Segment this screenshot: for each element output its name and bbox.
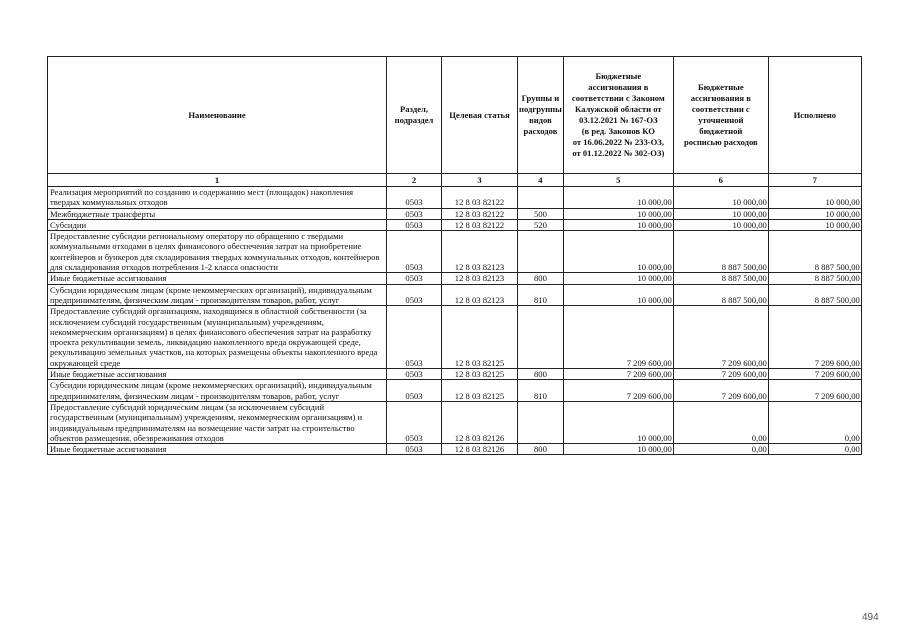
- row-section: 0503: [387, 273, 442, 284]
- row-approved-amount: 10 000,00: [563, 273, 673, 284]
- table-row: [48, 219, 862, 230]
- header-line: Бюджетные: [595, 71, 642, 81]
- row-refined-amount: 0,00: [673, 401, 768, 443]
- row-section: 0503: [387, 231, 442, 273]
- table-row: [48, 284, 862, 306]
- row-executed-amount: 8 887 500,00: [768, 273, 861, 284]
- row-refined-amount: 10 000,00: [673, 187, 768, 209]
- budget-execution-table: [47, 56, 862, 455]
- table-row: [48, 380, 862, 402]
- row-refined-amount: 10 000,00: [673, 219, 768, 230]
- column-number: 4: [518, 174, 564, 187]
- table-row: [48, 444, 862, 455]
- column-number: 7: [768, 174, 861, 187]
- row-refined-amount: 0,00: [673, 444, 768, 455]
- row-expense-group: 520: [518, 219, 564, 230]
- row-executed-amount: 8 887 500,00: [768, 231, 861, 273]
- column-number: 2: [387, 174, 442, 187]
- row-refined-amount: 7 209 600,00: [673, 306, 768, 369]
- row-expense-group: [518, 306, 564, 369]
- header-line: (в ред. Законов КО: [581, 126, 655, 136]
- header-line: 03.12.2021 № 167-ОЗ: [579, 115, 658, 125]
- row-section: 0503: [387, 284, 442, 306]
- row-name: Реализация мероприятий по созданию и содержанию мест (площадок) накопления твердых коммунальных отходов: [48, 187, 387, 209]
- row-expense-group: [518, 231, 564, 273]
- row-approved-amount: 10 000,00: [563, 187, 673, 209]
- row-name: Предоставление субсидии региональному оператору по обращению с твердыми коммунальными отходами в целях финансового обеспечения затрат на приобретение контейнеров и бункеров для складирования твердых коммунальных отходов, контейнеров для складирования отходов потребления 1-2 класса опасности: [48, 231, 387, 273]
- row-executed-amount: 7 209 600,00: [768, 306, 861, 369]
- header-name: Наименование: [48, 57, 387, 174]
- row-target-article: 12 8 03 82122: [442, 208, 518, 219]
- row-executed-amount: 7 209 600,00: [768, 369, 861, 380]
- column-number: 1: [48, 174, 387, 187]
- header-line: от 16.06.2022 № 233-ОЗ,: [572, 137, 664, 147]
- header-line: бюджетной: [699, 126, 743, 136]
- row-expense-group: 810: [518, 380, 564, 402]
- row-name: Предоставление субсидий юридическим лицам (за исключением субсидий государственным (муниципальным) учреждениям, некоммерческим организациям) и индивидуальным предпринимателям на возмещение части затрат на строительство объектов размещения, обезвреживания отходов: [48, 401, 387, 443]
- header-line: Бюджетные: [697, 82, 744, 92]
- table-row: [48, 401, 862, 443]
- row-executed-amount: 7 209 600,00: [768, 380, 861, 402]
- header-executed: Исполнено: [768, 57, 861, 174]
- column-number: 6: [673, 174, 768, 187]
- row-approved-amount: 10 000,00: [563, 444, 673, 455]
- row-target-article: 12 8 03 82126: [442, 444, 518, 455]
- table-row: [48, 273, 862, 284]
- row-target-article: 12 8 03 82126: [442, 401, 518, 443]
- row-name: Иные бюджетные ассигнования: [48, 369, 387, 380]
- table-row: [48, 231, 862, 273]
- header-line: соответствии с: [691, 104, 750, 114]
- header-line: ассигнования в: [690, 93, 751, 103]
- row-refined-amount: 8 887 500,00: [673, 273, 768, 284]
- row-approved-amount: 7 209 600,00: [563, 380, 673, 402]
- row-name: Иные бюджетные ассигнования: [48, 444, 387, 455]
- row-name: Предоставление субсидий организациям, находящимся в областной собственности (за исключением субсидий государственным (муниципальным) учреждениям, некоммерческим организациям) в целях финансового обеспечения затрат на разработку проекта рекультивации земель, ликвидацию накопленного вреда окружающей среде, рекультивацию земельных участков, на которых размещены объекты накопленного вреда окружающей среде: [48, 306, 387, 369]
- column-number: 5: [563, 174, 673, 187]
- row-section: 0503: [387, 444, 442, 455]
- row-refined-amount: 8 887 500,00: [673, 284, 768, 306]
- header-line: Калужской области от: [574, 104, 662, 114]
- page-number: 494: [862, 612, 879, 623]
- row-approved-amount: 10 000,00: [563, 219, 673, 230]
- row-target-article: 12 8 03 82122: [442, 187, 518, 209]
- row-section: 0503: [387, 380, 442, 402]
- header-section: Раздел, подраздел: [387, 57, 442, 174]
- row-approved-amount: 7 209 600,00: [563, 306, 673, 369]
- header-line: соответствии с Законом: [571, 93, 665, 103]
- row-executed-amount: 10 000,00: [768, 219, 861, 230]
- header-refined-appropriations: [673, 57, 768, 174]
- row-section: 0503: [387, 369, 442, 380]
- row-target-article: 12 8 03 82122: [442, 219, 518, 230]
- row-name: Субсидии: [48, 219, 387, 230]
- header-line: уточненной: [698, 115, 744, 125]
- header-line: ассигнования в: [588, 82, 649, 92]
- row-name: Межбюджетные трансферты: [48, 208, 387, 219]
- column-numbers-row: [48, 174, 862, 187]
- row-refined-amount: 8 887 500,00: [673, 231, 768, 273]
- row-executed-amount: 0,00: [768, 444, 861, 455]
- row-target-article: 12 8 03 82125: [442, 369, 518, 380]
- row-target-article: 12 8 03 82123: [442, 231, 518, 273]
- row-expense-group: 800: [518, 273, 564, 284]
- row-approved-amount: 10 000,00: [563, 231, 673, 273]
- row-section: 0503: [387, 401, 442, 443]
- header-approved-appropriations: [563, 57, 673, 174]
- table-body: [48, 187, 862, 455]
- table-row: [48, 187, 862, 209]
- table-row: [48, 208, 862, 219]
- row-expense-group: [518, 187, 564, 209]
- row-target-article: 12 8 03 82123: [442, 273, 518, 284]
- row-executed-amount: 10 000,00: [768, 187, 861, 209]
- row-expense-group: 500: [518, 208, 564, 219]
- row-name: Иные бюджетные ассигнования: [48, 273, 387, 284]
- row-expense-group: 810: [518, 284, 564, 306]
- row-executed-amount: 10 000,00: [768, 208, 861, 219]
- row-approved-amount: 10 000,00: [563, 284, 673, 306]
- row-approved-amount: 7 209 600,00: [563, 369, 673, 380]
- table-row: [48, 369, 862, 380]
- header-line: от 01.12.2022 № 302-ОЗ): [572, 148, 665, 158]
- row-expense-group: 800: [518, 444, 564, 455]
- header-target-article: Целевая статья: [442, 57, 518, 174]
- row-refined-amount: 7 209 600,00: [673, 380, 768, 402]
- row-section: 0503: [387, 219, 442, 230]
- table-row: [48, 306, 862, 369]
- row-executed-amount: 8 887 500,00: [768, 284, 861, 306]
- row-approved-amount: 10 000,00: [563, 401, 673, 443]
- row-target-article: 12 8 03 82125: [442, 380, 518, 402]
- row-name: Субсидии юридическим лицам (кроме некоммерческих организаций), индивидуальным предпринимателям, физическим лицам - производителям товаров, работ, услуг: [48, 380, 387, 402]
- header-expense-groups: Группы и подгруппы видов расходов: [518, 57, 564, 174]
- column-number: 3: [442, 174, 518, 187]
- row-section: 0503: [387, 208, 442, 219]
- row-target-article: 12 8 03 82123: [442, 284, 518, 306]
- row-expense-group: 800: [518, 369, 564, 380]
- row-target-article: 12 8 03 82125: [442, 306, 518, 369]
- header-line: росписью расходов: [683, 137, 758, 147]
- row-section: 0503: [387, 187, 442, 209]
- row-name: Субсидии юридическим лицам (кроме некоммерческих организаций), индивидуальным предпринимателям, физическим лицам - производителям товаров, работ, услуг: [48, 284, 387, 306]
- row-executed-amount: 0,00: [768, 401, 861, 443]
- row-approved-amount: 10 000,00: [563, 208, 673, 219]
- row-section: 0503: [387, 306, 442, 369]
- row-refined-amount: 10 000,00: [673, 208, 768, 219]
- row-refined-amount: 7 209 600,00: [673, 369, 768, 380]
- row-expense-group: [518, 401, 564, 443]
